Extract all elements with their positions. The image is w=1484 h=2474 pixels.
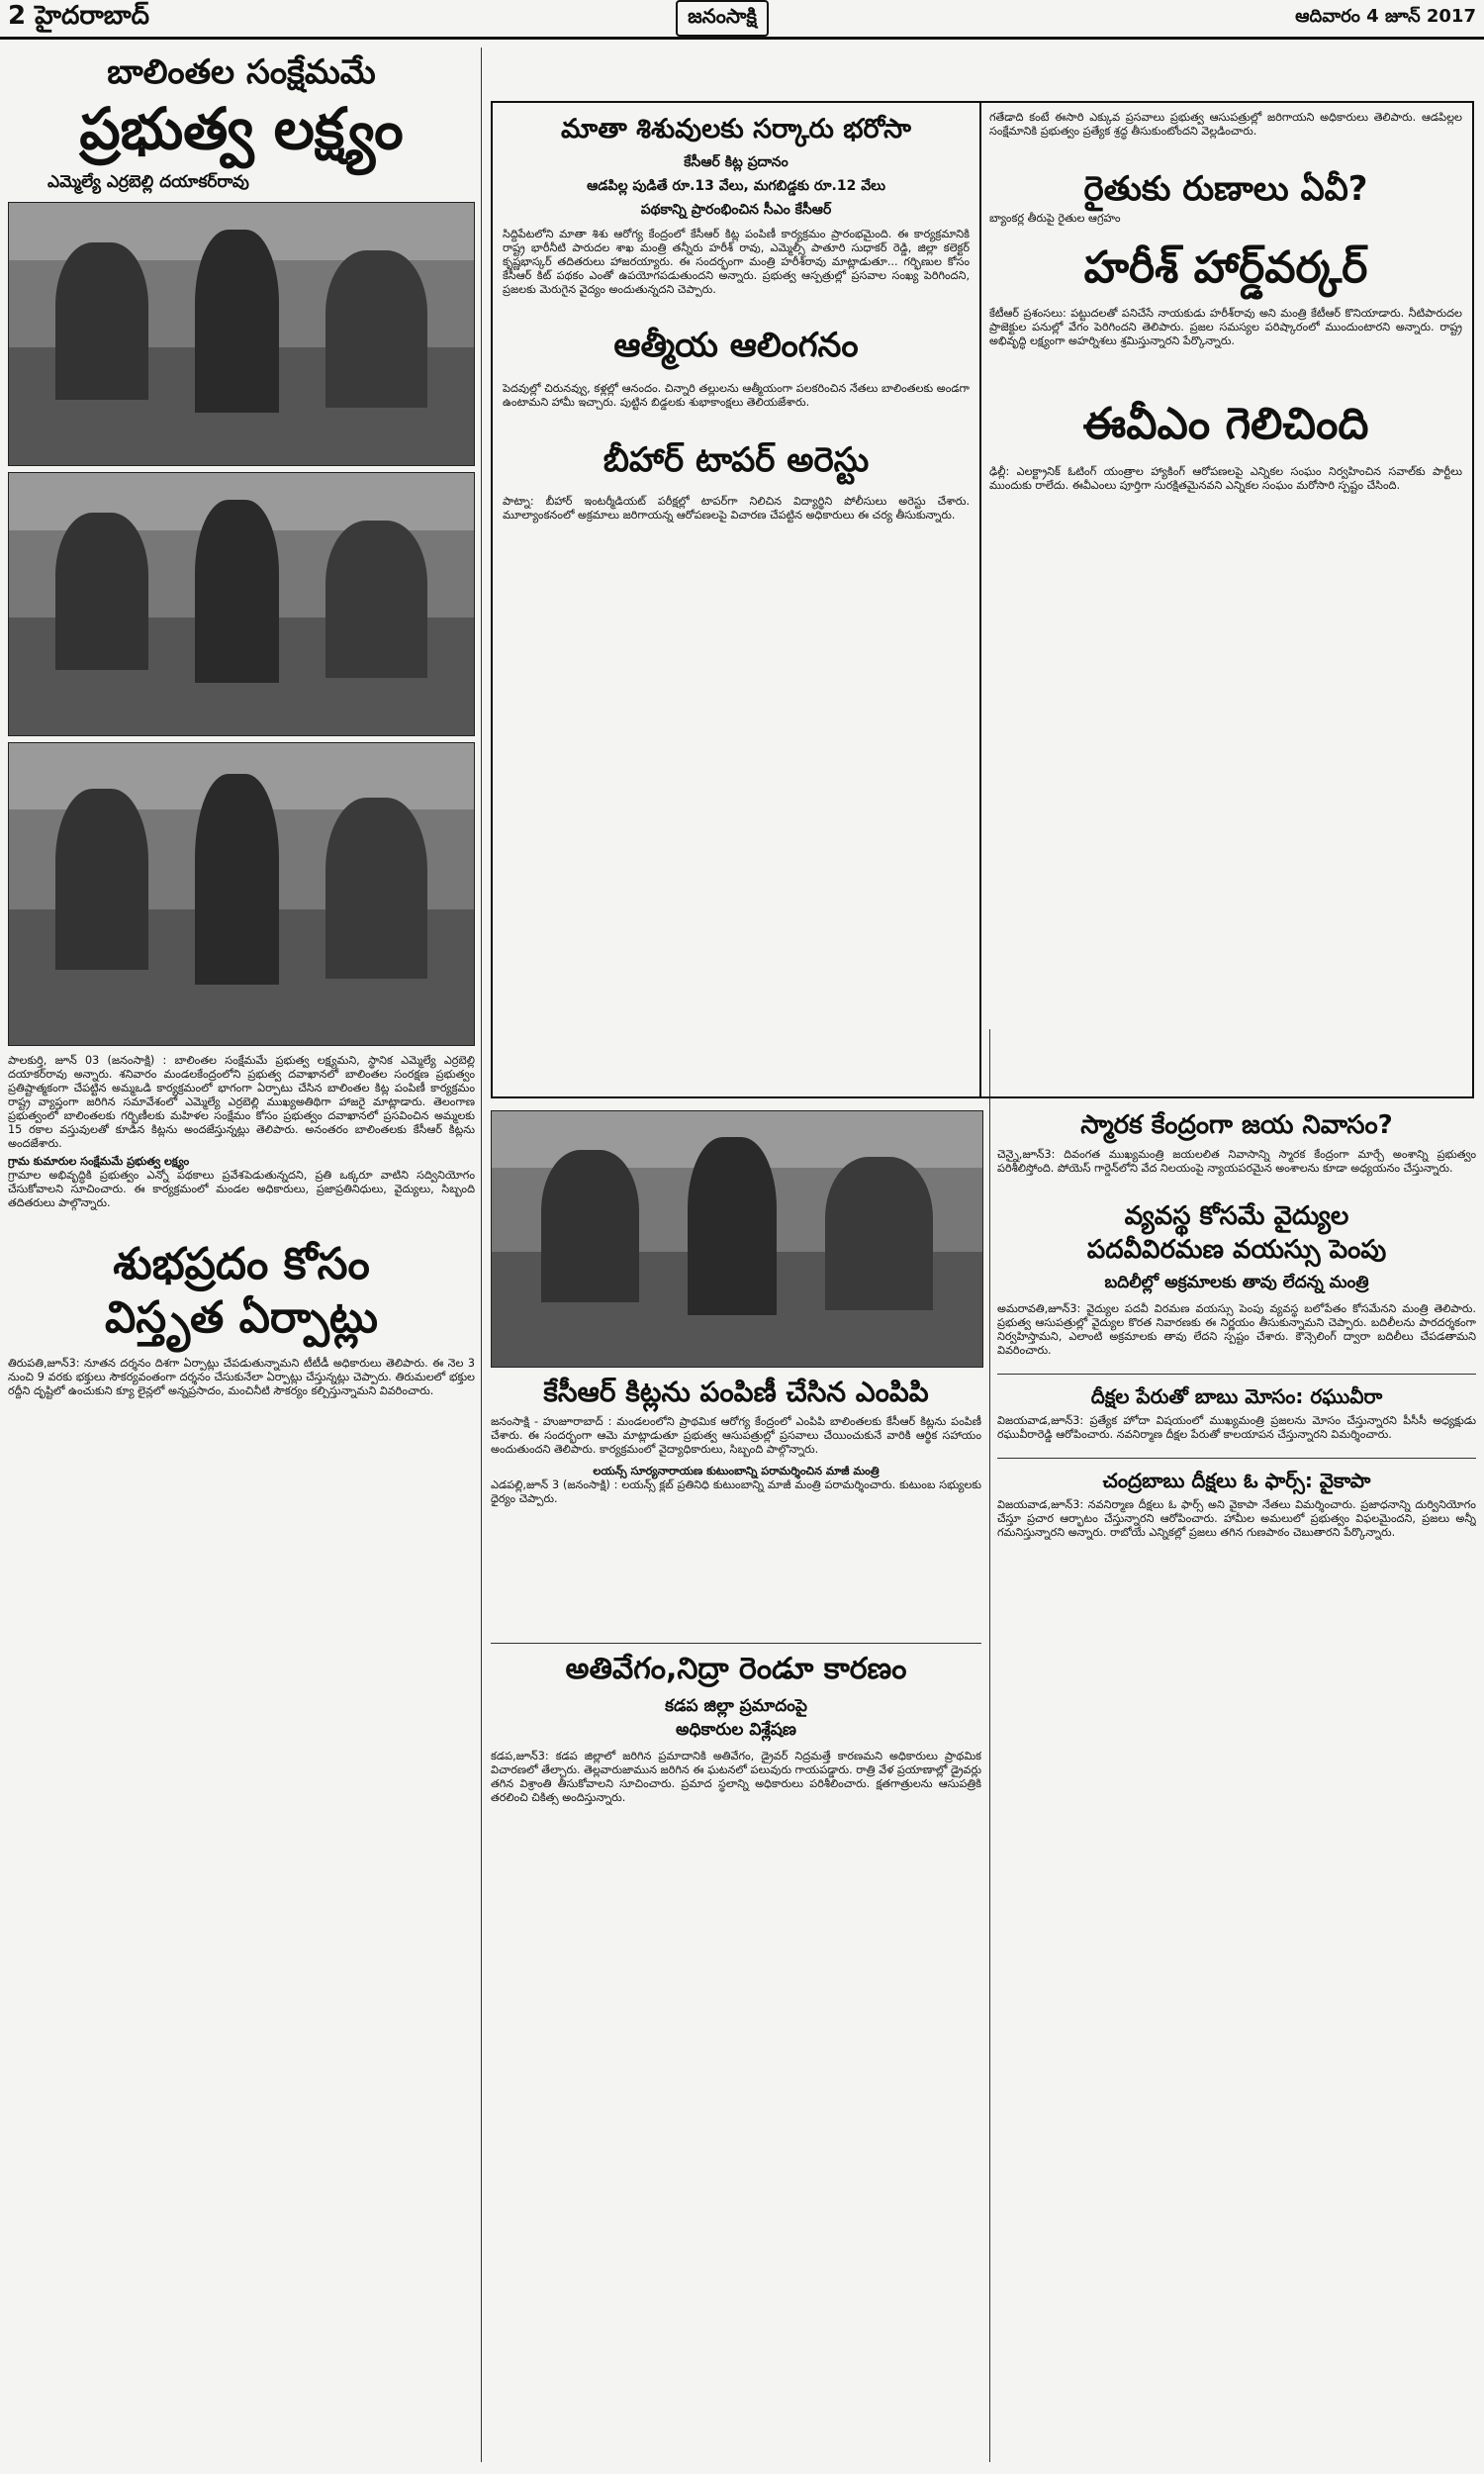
center-accident-story xyxy=(491,1653,981,2462)
center-photo-body: జనంసాక్షి - హుజూరాబాద్ : మండలంలోని ప్రాథమిక ఆరోగ్య కేంద్రంలో ఎంపిపి బాలింతలకు కేసీఆర్ కిట్లను పంపిణీ చేశారు. ఈ సందర్భంగా ఆమె మాట్లాడుతూ ప్రభుత్వ ఆసుపత్రుల్లో ప్రసవాలు చేయించుకునే వారికి ఆర్థిక సహాయం అందుతుందని తెలిపారు. కార్యక్రమంలో వైద్యాధికారులు, సిబ్బంది పాల్గొన్నారు. xyxy=(491,1415,981,1456)
left-photo-2 xyxy=(8,472,475,736)
right-top-body: గతేడాది కంటే ఈసారి ఎక్కువ ప్రసవాలు ప్రభుత్వ ఆసుపత్రుల్లో జరిగాయని అధికారులు తెలిపారు. ఆడపిల్లల సంక్షేమానికి ప్రభుత్వం ప్రత్యేక శ్రద్ధ తీసుకుంటోందని వెల్లడించారు. xyxy=(989,111,1462,138)
harish-headline: హరీశ్ హార్డ్‌వర్కర్ xyxy=(1083,242,1368,293)
left-byline: ఎమ్మెల్యే ఎర్రబెల్లి దయాకర్‌రావు xyxy=(47,172,249,192)
smaraka-headline: స్మారక కేంద్రంగా జయ నివాసం? xyxy=(1080,1110,1393,1140)
left-photo-3 xyxy=(8,742,475,1046)
chandra-headline: చంద్రబాబు దీక్షలు ఓ ఫార్స్: వైకాపా xyxy=(1102,1469,1371,1492)
harish-body: కేటీఆర్ ప్రశంసలు: పట్టుదలతో పనిచేసే నాయకుడు హరీశ్‌రావు అని మంత్రి కేటీఆర్ కొనియాడారు. నీటిపారుదల ప్రాజెక్టుల పనుల్లో వేగం పెరిగిందని తెలిపారు. ప్రజల సమస్యల పరిష్కారంలో ముందుంటారని అన్నారు. రాష్ట్ర అభివృద్ధి లక్ష్యంగా అహర్నిశలు శ్రమిస్తున్నారని పేర్కొన్నారు. xyxy=(989,307,1462,347)
masthead xyxy=(0,0,1484,40)
center-top-story xyxy=(491,101,981,1098)
center-photo xyxy=(491,1110,983,1368)
center-photo-headline: కేసీఆర్ కిట్లను పంపిణీ చేసిన ఎంపిపి xyxy=(543,1376,929,1408)
bihar-headline: బీహార్ టాపర్ అరెస్టు xyxy=(603,440,870,480)
center-top-sub1: కేసీఆర్ కిట్ల ప్రదానం xyxy=(684,154,788,170)
center-photo-story xyxy=(491,1376,981,1633)
center-photo-kicker-body: ఎడపల్లి,జూన్ 3 (జనంసాక్షి) : లయన్స్ క్లబ్ ప్రతినిధి కుటుంబాన్ని మాజీ మంత్రి పరామర్శించారు. కుటుంబ సభ్యులకు ధైర్యం చెప్పారు. xyxy=(491,1478,981,1505)
doc-headline-1: వ్యవస్థ కోసమే వైద్యుల xyxy=(1124,1201,1349,1231)
chandra-body: విజయవాడ,జూన్3: నవనిర్మాణ దీక్షలు ఓ ఫార్స్ అని వైకాపా నేతలు విమర్శించారు. ప్రజాధనాన్ని దుర్వినియోగం చేస్తూ ప్రచార ఆర్భాటం చేస్తున్నారని ఆరోపించారు. హామీల అమలులో ప్రభుత్వం విఫలమైందని, ప్రజలు అన్నీ గమనిస్తున్నారని అన్నారు. రాబోయే ఎన్నికల్లో ప్రజలు తగిన గుణపాఠం చెబుతారని పేర్కొన్నారు. xyxy=(997,1498,1476,1539)
left-sub-head-1: శుభప్రదం కోసం xyxy=(113,1239,370,1289)
issue-date: ఆదివారం 4 జూన్ 2017 xyxy=(1295,6,1476,27)
left-sub-head-2: విస్తృత ఏర్పాట్లు xyxy=(104,1292,379,1343)
center-top-sub2: ఆడపిల్ల పుడితే రూ.13 వేలు, మగబిడ్డకు రూ.12 వేలు xyxy=(587,178,885,194)
accident-body: కడప,జూన్3: కడప జిల్లాలో జరిగిన ప్రమాదానికి అతివేగం, డ్రైవర్ నిద్రమత్తే కారణమని అధికారులు ప్రాథమిక విచారణలో తేల్చారు. తెల్లవారుజామున జరిగిన ఈ ఘటనలో పలువురు గాయపడ్డారు. రాత్రి వేళ ప్రయాణాల్లో డ్రైవర్లు తగిన విశ్రాంతి తీసుకోవాలని సూచించారు. ప్రమాద స్థలాన్ని అధికారులు పరిశీలించారు. క్షతగాత్రులను ఆసుపత్రికి తరలించి చికిత్స అందిస్తున్నారు. xyxy=(491,1750,981,1804)
doc-sub: బదిలీల్లో అక్రమాలకు తావు లేదన్న మంత్రి xyxy=(1104,1273,1369,1292)
deeksha-body: విజయవాడ,జూన్3: ప్రత్యేక హోదా విషయంలో ముఖ్యమంత్రి ప్రజలను మోసం చేస్తున్నారని పీసీసీ అధ్యక్షుడు రఘువీరారెడ్డి ఆరోపించారు. నవనిర్మాణ దీక్షల పేరుతో కాలయాపన చేస్తున్నారని విమర్శించారు. xyxy=(997,1414,1476,1441)
center-mid-headline: ఆత్మీయ ఆలింగనం xyxy=(613,326,859,365)
doc-headline-2: పదవీవిరమణ వయస్సు పెంపు xyxy=(1086,1235,1387,1265)
farm-headline: రైతుకు రుణాలు ఏవీ? xyxy=(1083,169,1368,209)
center-mid-body: పెదవుల్లో చిరునవ్వు, కళ్లల్లో ఆనందం. చిన్నారి తల్లులను ఆత్మీయంగా పలకరించిన నేతలు బాలింతలకు అండగా ఉంటామని హామీ ఇచ్చారు. పుట్టిన బిడ్డలకు శుభాకాంక్షలు తెలియజేశారు. xyxy=(503,382,970,409)
left-kicker: బాలింతల సంక్షేమమే xyxy=(107,52,376,92)
left-photo-1 xyxy=(8,202,475,466)
accident-headline: అతివేగం,నిద్రా రెండూ కారణం xyxy=(565,1653,907,1686)
accident-sub2: అధికారుల విశ్లేషణ xyxy=(676,1720,796,1740)
left-column xyxy=(8,48,475,2462)
page-label: 2 హైదరాబాద్ xyxy=(8,0,149,31)
left-body-2: గ్రామాల అభివృద్ధికి ప్రభుత్వం ఎన్నో పథకాలు ప్రవేశపెడుతున్నదని, ప్రతి ఒక్కరూ వాటిని సద్వినియోగం చేసుకోవాలని సూచించారు. ఈ కార్యక్రమంలో మండల అధికారులు, ప్రజాప్రతినిధులు, వైద్యులు, సిబ్బంది తదితరులు పాల్గొన్నారు. xyxy=(8,1169,475,1209)
evm-headline: ఈవీఎం గెలిచింది xyxy=(1082,399,1369,449)
right-lower-column xyxy=(997,1108,1476,2462)
bihar-body: పాట్నా: బీహార్ ఇంటర్మీడియట్ పరీక్షల్లో టాపర్‌గా నిలిచిన విద్యార్థిని పోలీసులు అరెస్టు చేశారు. మూల్యాంకనంలో అక్రమాలు జరిగాయన్న ఆరోపణలపై విచారణ చేపట్టిన అధికారులు ఈ చర్య తీసుకున్నారు. xyxy=(503,495,970,522)
left-body: పాలకుర్తి, జూన్ 03 (జనంసాక్షి) : బాలింతల సంక్షేమమే ప్రభుత్వ లక్ష్యమని, స్థానిక ఎమ్మెల్యే ఎర్రబెల్లి దయాకర్‌రావు అన్నారు. శనివారం మండలకేంద్రంలోని ప్రభుత్వ దవాఖానలో బాలింతల సంరక్షణ ప్రభుత్వం ప్రతిష్టాత్మకంగా చేపట్టిన అమ్మఒడి కార్యక్రమంలో భాగంగా ఏర్పాటు చేసిన బాలింతల కిట్ల పంపిణీ కార్యక్రమం రాష్ట్ర వ్యాప్తంగా జరిగిన సమావేశంలో ఎమ్మెల్యే ఎర్రబెల్లి ముఖ్యఅతిథిగా హాజరై మాట్లాడారు. తెలంగాణ ప్రభుత్వంలో బాలింతలకు గర్భిణీలకు మహిళల సంక్షేమం కోసం ప్రభుత్వం దవాఖానలో ప్రసవించిన అమ్మలకు 15 రకాల వస్తువులతో కూడిన కిట్లను అందజేస్తున్నట్లు తెలిపారు. అనంతరం బాలింతలకు కేసీఆర్ కిట్లను అందజేశారు. xyxy=(8,1054,475,1150)
center-photo-kicker: లయన్స్ సూర్యనారాయణ కుటుంబాన్ని పరామర్శించిన మాజీ మంత్రి xyxy=(593,1465,880,1477)
center-top-sub3: పథకాన్ని ప్రారంభించిన సీఎం కేసీఆర్ xyxy=(640,202,832,218)
farm-sub: బ్యాంకర్ల తీరుపై రైతుల ఆగ్రహం xyxy=(989,212,1121,225)
center-top-headline: మాతా శిశువులకు సర్కారు భరోసా xyxy=(560,114,912,144)
right-top-box xyxy=(979,101,1474,1098)
left-headline: ప్రభుత్వ లక్ష్యం xyxy=(79,95,404,162)
left-sub-kicker: గ్రామ కుమారుల సంక్షేమమే ప్రభుత్వ లక్ష్యం xyxy=(8,1155,190,1168)
accident-sub1: కడప జిల్లా ప్రమాదంపై xyxy=(665,1696,807,1716)
left-body-3: తిరుపతి,జూన్3: నూతన దర్శనం దిశగా ఏర్పాట్లు చేపడుతున్నామని టీటీడీ అధికారులు తెలిపారు. ఈ నెల 3 నుంచి 9 వరకు భక్తులు సౌకర్యవంతంగా దర్శనం చేసుకునేలా ఏర్పాట్లు చేస్తున్నట్లు చెప్పారు. తిరుమలలో భక్తుల రద్దీని దృష్టిలో ఉంచుకుని క్యూ లైన్లలో అన్నప్రసాదం, మంచినీటి సౌకర్యం కల్పిస్తున్నామని వివరించారు. xyxy=(8,1357,475,1397)
center-top-body: సిద్దిపేటలోని మాతా శిశు ఆరోగ్య కేంద్రంలో కేసీఆర్ కిట్ల పంపిణీ కార్యక్రమం ప్రారంభమైంది. ఈ కార్యక్రమానికి రాష్ట్ర భారీనీటి పారుదల శాఖ మంత్రి తన్నీరు హరీశ్ రావు, ఎమ్మెల్సీ పాతూరి సుధాకర్ రెడ్డి, జిల్లా కలెక్టర్ కృష్ణభాస్కర్ తదితరులు హాజరయ్యారు. ఈ సందర్భంగా మంత్రి హరీశ్‌రావు మాట్లాడుతూ... గర్భిణుల కోసం కేసీఆర్ కిట్ పథకం ఎంతో ఉపయోగపడుతుందని అన్నారు. ప్రభుత్వ ఆస్పత్రుల్లో ప్రసవాల సంఖ్య పెరిగిందని, ప్రజలకు మెరుగైన వైద్యం అందుతున్నదని చెప్పారు. xyxy=(503,228,970,296)
deeksha-headline: దీక్షల పేరుతో బాబు మోసం: రఘువీరా xyxy=(1090,1384,1383,1408)
evm-body: ఢిల్లీ: ఎలక్ట్రానిక్ ఓటింగ్ యంత్రాల హ్యాకింగ్ ఆరోపణలపై ఎన్నికల సంఘం నిర్వహించిన సవాల్‌కు పార్టీలు ముందుకు రాలేదు. ఈవీఎంలు పూర్తిగా సురక్షితమైనవని ఎన్నికల సంఘం మరోసారి స్పష్టం చేసింది. xyxy=(989,465,1462,492)
paper-logo: జనంసాక్షి xyxy=(676,0,769,37)
doc-body: అమరావతి,జూన్3: వైద్యుల పదవీ విరమణ వయస్సు పెంపు వ్యవస్థ బలోపేతం కోసమేనని మంత్రి తెలిపారు. ప్రభుత్వ ఆసుపత్రుల్లో వైద్యుల కొరత నివారణకు ఈ నిర్ణయం తీసుకున్నామని చెప్పారు. బదిలీలను పారదర్శకంగా నిర్వహిస్తామని, ఎలాంటి అక్రమాలకు తావు లేదని స్పష్టం చేశారు. కౌన్సెలింగ్ ద్వారా బదిలీలు చేపడతామని వివరించారు. xyxy=(997,1302,1476,1357)
smaraka-body: చెన్నై,జూన్3: దివంగత ముఖ్యమంత్రి జయలలిత నివాసాన్ని స్మారక కేంద్రంగా మార్చే అంశాన్ని ప్రభుత్వం పరిశీలిస్తోంది. పోయెస్ గార్డెన్‌లోని వేద నిలయంపై న్యాయపరమైన అంశాలను కూడా అధ్యయనం చేస్తున్నారు. xyxy=(997,1148,1476,1175)
